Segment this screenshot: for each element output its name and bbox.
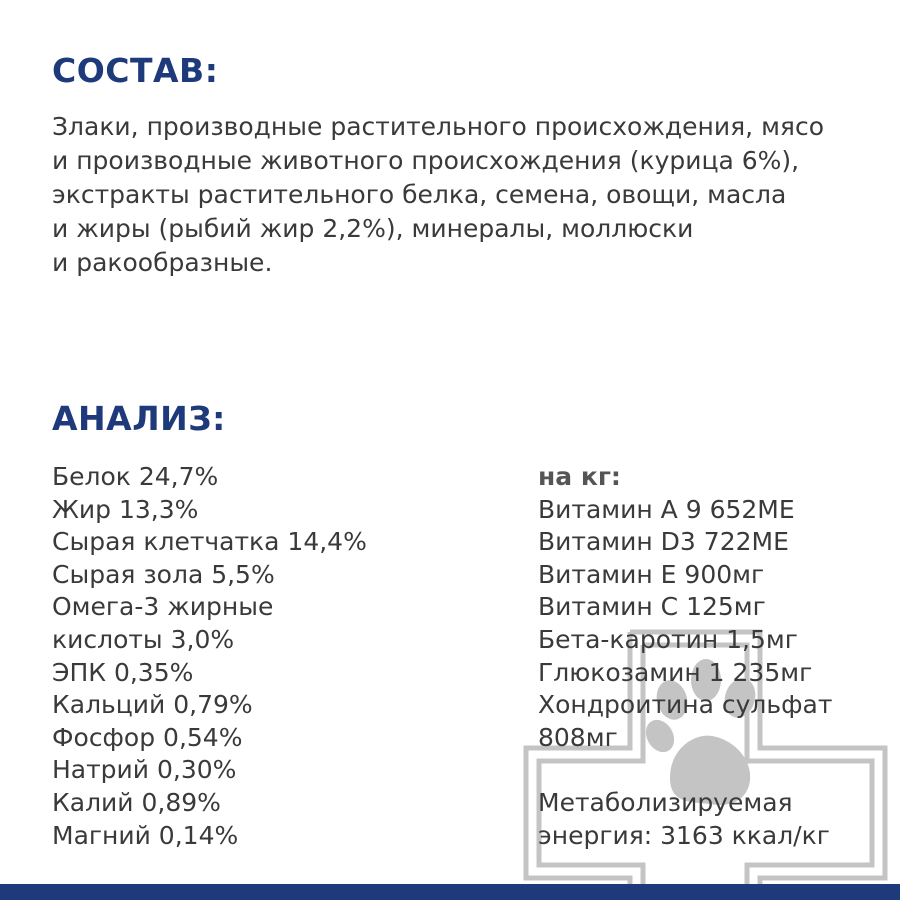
composition-line: и производные животного происхождения (курица 6%),	[52, 146, 800, 175]
list-item: Белок 24,7%	[52, 462, 219, 491]
composition-line: Злаки, производные растительного происхождения, мясо	[52, 112, 825, 141]
list-item: Сырая клетчатка 14,4%	[52, 527, 367, 557]
list-item: Кальций 0,79%	[52, 690, 253, 720]
list-item: ЭПК 0,35%	[52, 657, 194, 687]
spacer-item	[538, 754, 832, 787]
list-item: Глюкозамин 1 235мг	[538, 657, 813, 687]
list-item: Сырая зола 5,5%	[52, 559, 275, 589]
analysis-heading: АНАЛИЗ:	[52, 399, 226, 438]
composition-text	[52, 110, 882, 280]
list-item: Бета-каротин 1,5мг	[538, 624, 798, 654]
list-item: Омега-3 жирные	[52, 592, 274, 622]
per-kg-header: на кг:	[538, 462, 621, 491]
list-item: Метаболизируемая	[538, 787, 793, 817]
list-item: Магний 0,14%	[52, 820, 239, 850]
list-item: Витамин Е 900мг	[538, 559, 765, 589]
list-item: Витамин D3 722МЕ	[538, 527, 789, 557]
list-item: энергия: 3163 ккал/кг	[538, 820, 830, 850]
list-item: Хондроитина сульфат	[538, 690, 833, 720]
list-item: Витамин С 125мг	[538, 592, 766, 622]
list-item: Жир 13,3%	[52, 494, 199, 524]
composition-line: экстракты растительного белка, семена, овощи, масла	[52, 180, 787, 209]
composition-heading: СОСТАВ:	[52, 51, 219, 90]
list-item: 808мг	[538, 722, 618, 752]
analysis-right-list	[538, 461, 832, 852]
bottom-accent-bar	[0, 884, 900, 900]
composition-line: и ракообразные.	[52, 248, 273, 277]
composition-line: и жиры (рыбий жир 2,2%), минералы, моллюски	[52, 214, 694, 243]
analysis-left-list	[52, 461, 367, 852]
list-item: кислоты 3,0%	[52, 624, 235, 654]
list-item: Фосфор 0,54%	[52, 722, 243, 752]
list-item: Натрий 0,30%	[52, 755, 237, 785]
list-item: Калий 0,89%	[52, 787, 221, 817]
list-item: Витамин А 9 652МЕ	[538, 494, 795, 524]
